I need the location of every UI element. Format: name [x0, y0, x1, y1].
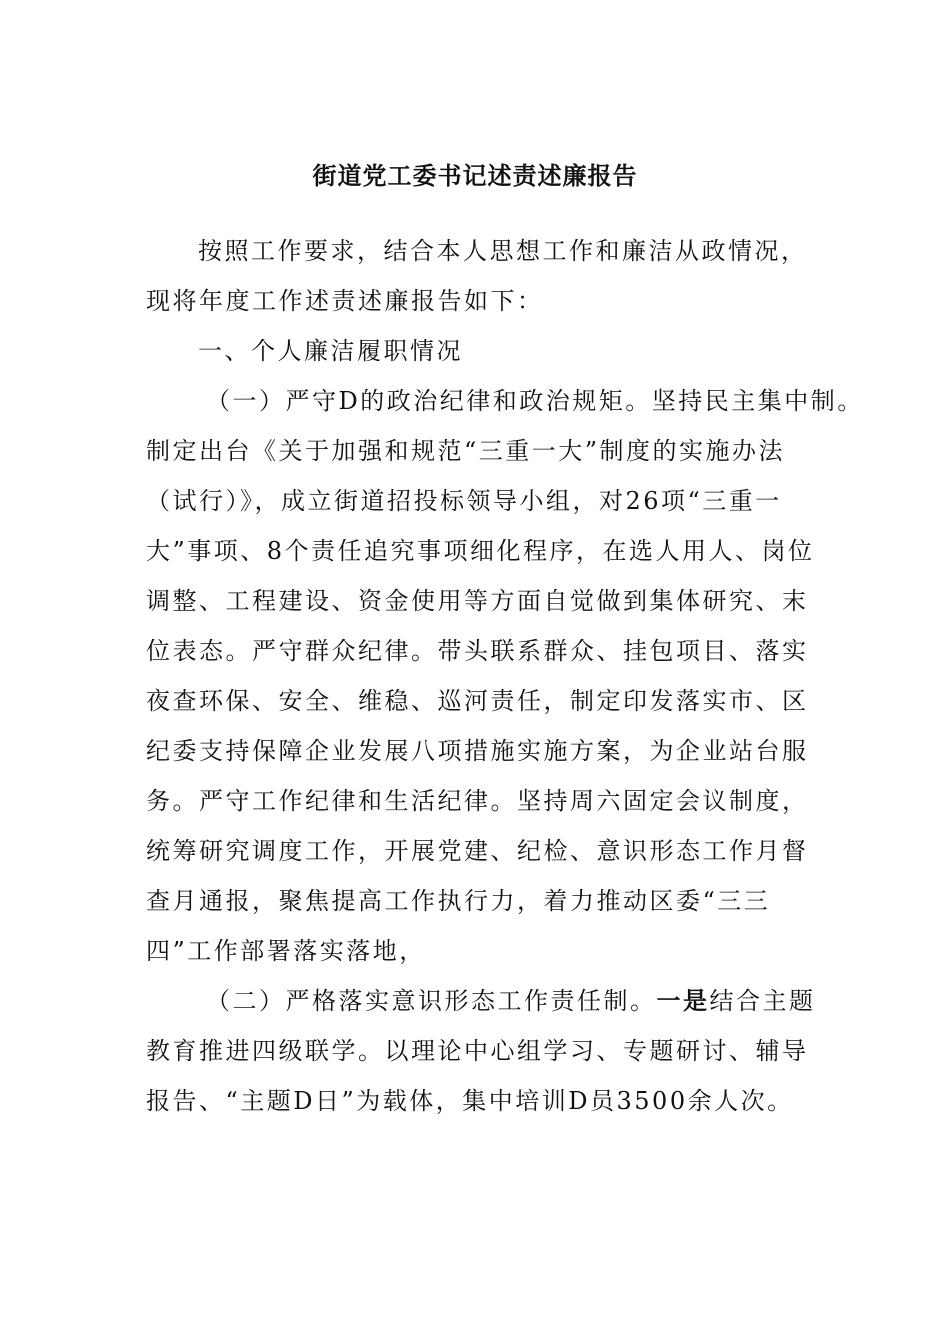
subsection-heading: （二）严格落实意识形态工作责任制。	[206, 987, 657, 1015]
paragraph-line: 教育推进四级联学。以理论中心组学习、专题研讨、辅导	[146, 1037, 809, 1065]
paragraph-line: 位表态。严守群众纪律。带头联系群众、挂包项目、落实	[146, 637, 809, 665]
paragraph-line: 统筹研究调度工作，开展党建、纪检、意识形态工作月督	[146, 837, 809, 865]
section-heading: 一、个人廉洁履职情况	[198, 337, 463, 365]
paragraph-line: 纪委支持保障企业发展八项措施实施方案，为企业站台服	[146, 737, 809, 765]
paragraph-line: （一）严守D的政治纪律和政治规矩。坚持民主集中制。	[206, 387, 864, 415]
paragraph-text: 结合主题	[709, 987, 816, 1015]
paragraph-line: （试行）》，成立街道招投标领导小组，对26项“三重一	[146, 487, 782, 515]
paragraph-line	[206, 976, 816, 1026]
paragraph-line: 夜查环保、安全、维稳、巡河责任，制定印发落实市、区	[146, 687, 809, 715]
document-title: 街道党工委书记述责述廉报告	[312, 161, 638, 190]
paragraph-line: 报告、“主题D日”为载体，集中培训D员3500余人次。	[146, 1087, 794, 1115]
paragraph-line: 现将年度工作述责述廉报告如下：	[146, 287, 544, 315]
paragraph-line: 务。严守工作纪律和生活纪律。坚持周六固定会议制度，	[146, 787, 809, 815]
paragraph-line: 制定出台《关于加强和规范“三重一大”制度的实施办法	[146, 437, 786, 465]
paragraph-line: 大”事项、8个责任追究事项细化程序，在选人用人、岗位	[146, 537, 815, 565]
paragraph-line: 按照工作要求，结合本人思想工作和廉洁从政情况，	[198, 237, 808, 265]
paragraph-line: 调整、工程建设、资金使用等方面自觉做到集体研究、末	[146, 587, 809, 615]
paragraph-line: 四”工作部署落实落地，	[146, 937, 426, 965]
paragraph-line: 查月通报，聚焦提高工作执行力，着力推动区委“三三	[146, 887, 771, 915]
emphasis-text: 一是	[656, 986, 710, 1015]
